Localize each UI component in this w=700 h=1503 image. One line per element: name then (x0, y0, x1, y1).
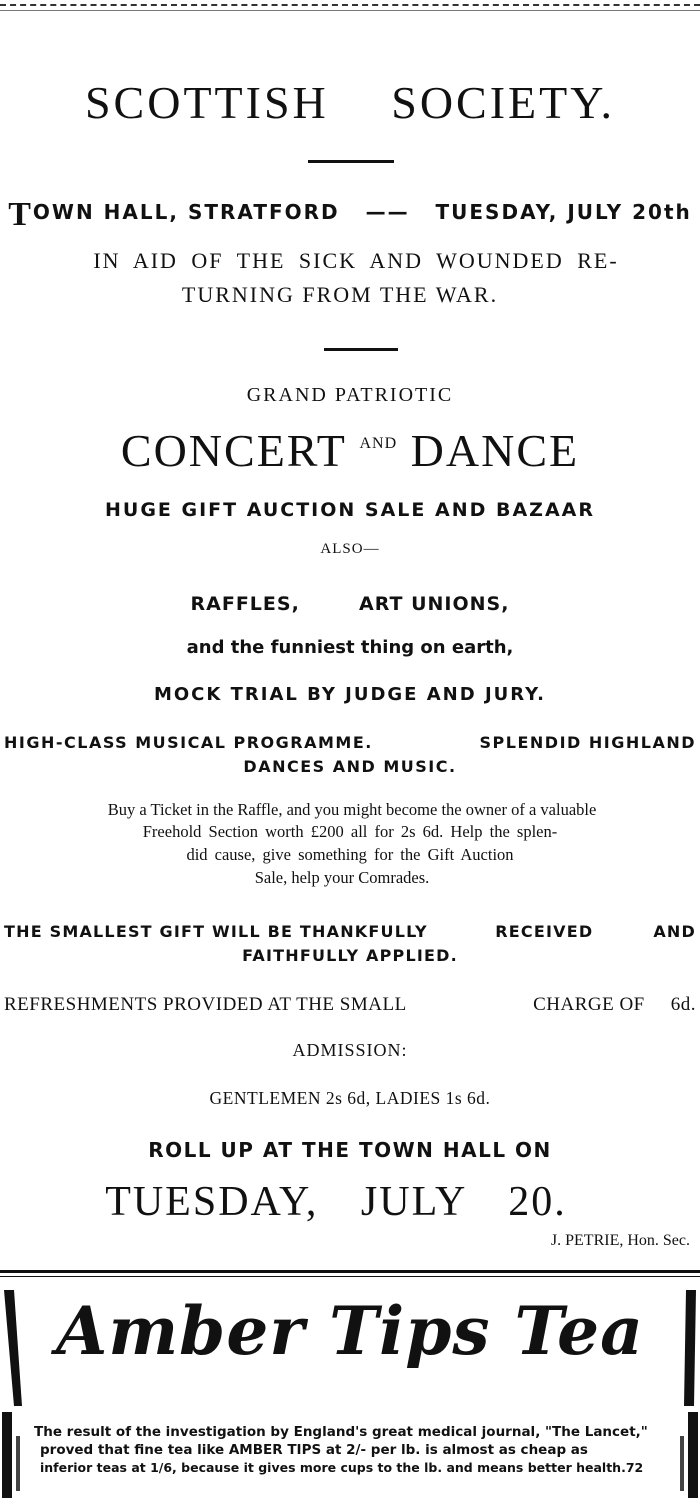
programme-line-2: DANCES AND MUSIC. (243, 757, 457, 776)
aid-line-2: TURNING FROM THE WAR. (181, 282, 499, 307)
raffle-para-line-3: did cause, give something for the Gift Auction (186, 845, 514, 864)
raffles-label: RAFFLES, (190, 593, 300, 615)
also-label: ALSO— (320, 541, 380, 557)
refreshments-part-3: 6d. (670, 994, 696, 1015)
advert-top-thin-rule (0, 1276, 700, 1277)
refreshments-line (4, 994, 696, 1016)
amber-tips-advert (0, 1278, 700, 1503)
smallest-gift-part-1: THE SMALLEST GIFT WILL BE THANKFULLY (4, 922, 428, 941)
raffle-para-line-1: Buy a Ticket in the Raffle, and you might become the owner of a valuable (107, 800, 597, 819)
mock-trial-line: MOCK TRIAL BY JUDGE AND JURY. (153, 684, 547, 705)
society-title: SCOTTISH SOCIETY. (84, 77, 616, 128)
concert-and-dance (0, 424, 700, 477)
raffle-para-line-2: Freehold Section worth £200 all for 2s 6d. Help the splen- (142, 822, 558, 841)
admission-label: ADMISSION: (292, 1040, 408, 1060)
programme-right: SPLENDID HIGHLAND (479, 733, 696, 752)
aid-divider (324, 348, 398, 351)
title-divider (308, 160, 394, 163)
refreshments-part-1: REFRESHMENTS PROVIDED AT THE SMALL (4, 994, 407, 1015)
advert-text-line-1: The result of the investigation by England's great medical journal, "The Lancet," (34, 1424, 648, 1440)
raffles-line (0, 593, 700, 615)
advert-text-line-3: inferior teas at 1/6, because it gives more cups to the lb. and means better health.72 (40, 1460, 644, 1475)
big-date: TUESDAY, JULY 20. (105, 1179, 567, 1225)
advert-brand: Amber Tips Tea (56, 1292, 644, 1370)
left-ornament-icon (0, 1286, 26, 1501)
auction-line: HUGE GIFT AUCTION SALE AND BAZAAR (104, 499, 595, 521)
event-date: TUESDAY, JULY 20th (435, 200, 692, 224)
programme-line-1 (4, 733, 696, 752)
funniest-line: and the funniest thing on earth, (186, 637, 514, 658)
advert-top-rule (0, 1270, 700, 1273)
aid-line-1: IN AID OF THE SICK AND WOUNDED RE- (93, 248, 619, 273)
venue-text: OWN HALL, STRATFORD (32, 200, 340, 224)
top-dashed-rule (0, 4, 700, 6)
roll-up-line: ROLL UP AT THE TOWN HALL ON (148, 1138, 552, 1162)
venue-date-line (0, 196, 700, 234)
raffle-para-line-4: Sale, help your Comrades. (254, 868, 430, 887)
refreshments-part-2: CHARGE OF (533, 994, 645, 1015)
and-word: AND (359, 435, 398, 452)
venue-dropcap: T (8, 196, 33, 233)
programme-left: HIGH-CLASS MUSICAL PROGRAMME. (4, 733, 373, 752)
smallest-gift-line-2: FAITHFULLY APPLIED. (242, 946, 458, 965)
admission-prices: GENTLEMEN 2s 6d, LADIES 1s 6d. (209, 1088, 491, 1108)
grand-patriotic: GRAND PATRIOTIC (246, 384, 454, 406)
concert-word: CONCERT (120, 425, 346, 476)
smallest-gift-line-1 (4, 922, 696, 941)
smallest-gift-part-3: AND (653, 922, 696, 941)
top-thin-rule (0, 10, 700, 11)
smallest-gift-part-2: RECEIVED (495, 922, 594, 941)
advert-text-line-2: proved that fine tea like AMBER TIPS at 2/- per lb. is almost as cheap as (40, 1442, 588, 1458)
dance-word: DANCE (410, 425, 580, 476)
art-unions-label: ART UNIONS, (359, 593, 510, 615)
secretary-signature: J. PETRIE, Hon. Sec. (550, 1232, 690, 1249)
venue-dash: —— (365, 200, 410, 224)
